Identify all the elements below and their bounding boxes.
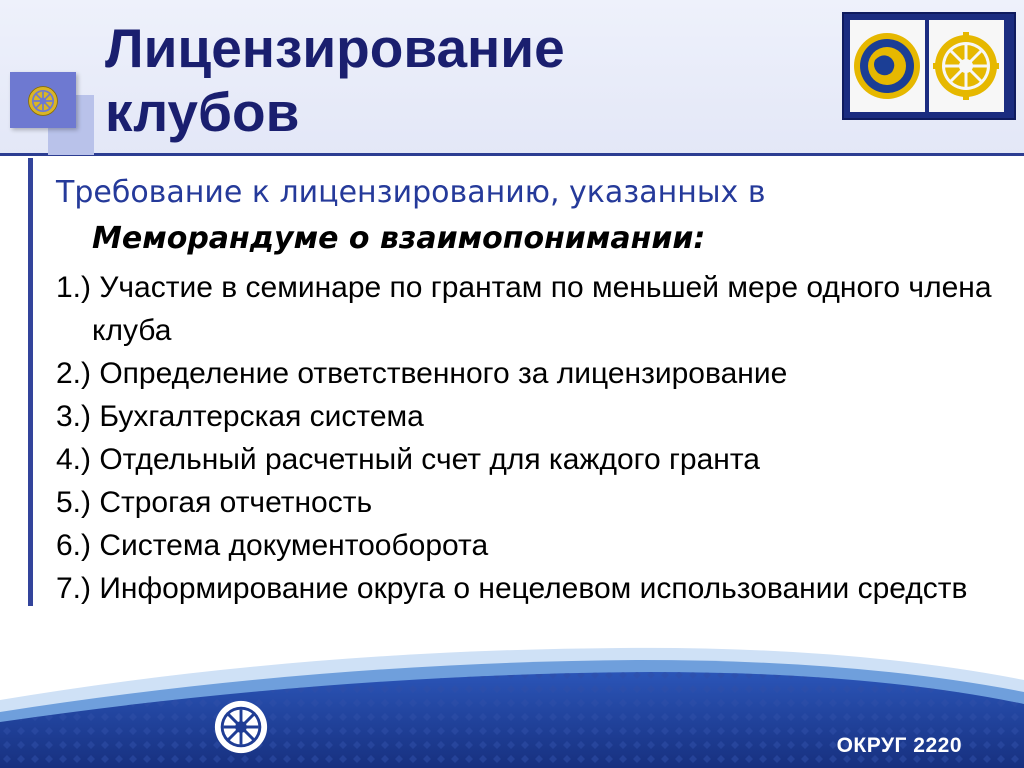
list-item: 3.) Бухгалтерская система: [56, 400, 424, 433]
content-accent-bar: [28, 158, 33, 606]
header-divider: [0, 153, 1024, 156]
rotary-wheel-icon: [26, 84, 60, 118]
list-item: 2.) Определение ответственного за лицензирование: [56, 357, 788, 390]
list-item: 4.) Отдельный расчетный счет для каждого гранта: [56, 443, 760, 476]
rotary-foundation-logo: [850, 20, 925, 112]
requirements-list: [56, 266, 1006, 610]
slide-title: Лицензирование клубов: [105, 17, 565, 143]
list-item: 6.) Система документооборота: [56, 529, 489, 562]
list-item: 5.) Строгая отчетность: [56, 486, 373, 519]
slide-content: [56, 170, 1006, 610]
rotary-wheel-icon: [212, 698, 270, 756]
rotary-international-logo: [929, 20, 1004, 112]
district-label: ОКРУГ 2220: [836, 734, 962, 757]
list-item: 7.) Информирование округа о нецелевом использовании средств: [56, 572, 968, 605]
logo-box: [842, 12, 1016, 120]
intro-text: Требование к лицензированию, указанных в: [56, 175, 766, 210]
memorandum-heading: Меморандуме о взаимопонимании:: [92, 221, 706, 256]
list-item: 1.) Участие в семинаре по грантам по меньшей мере одного члена клуба: [56, 271, 992, 347]
